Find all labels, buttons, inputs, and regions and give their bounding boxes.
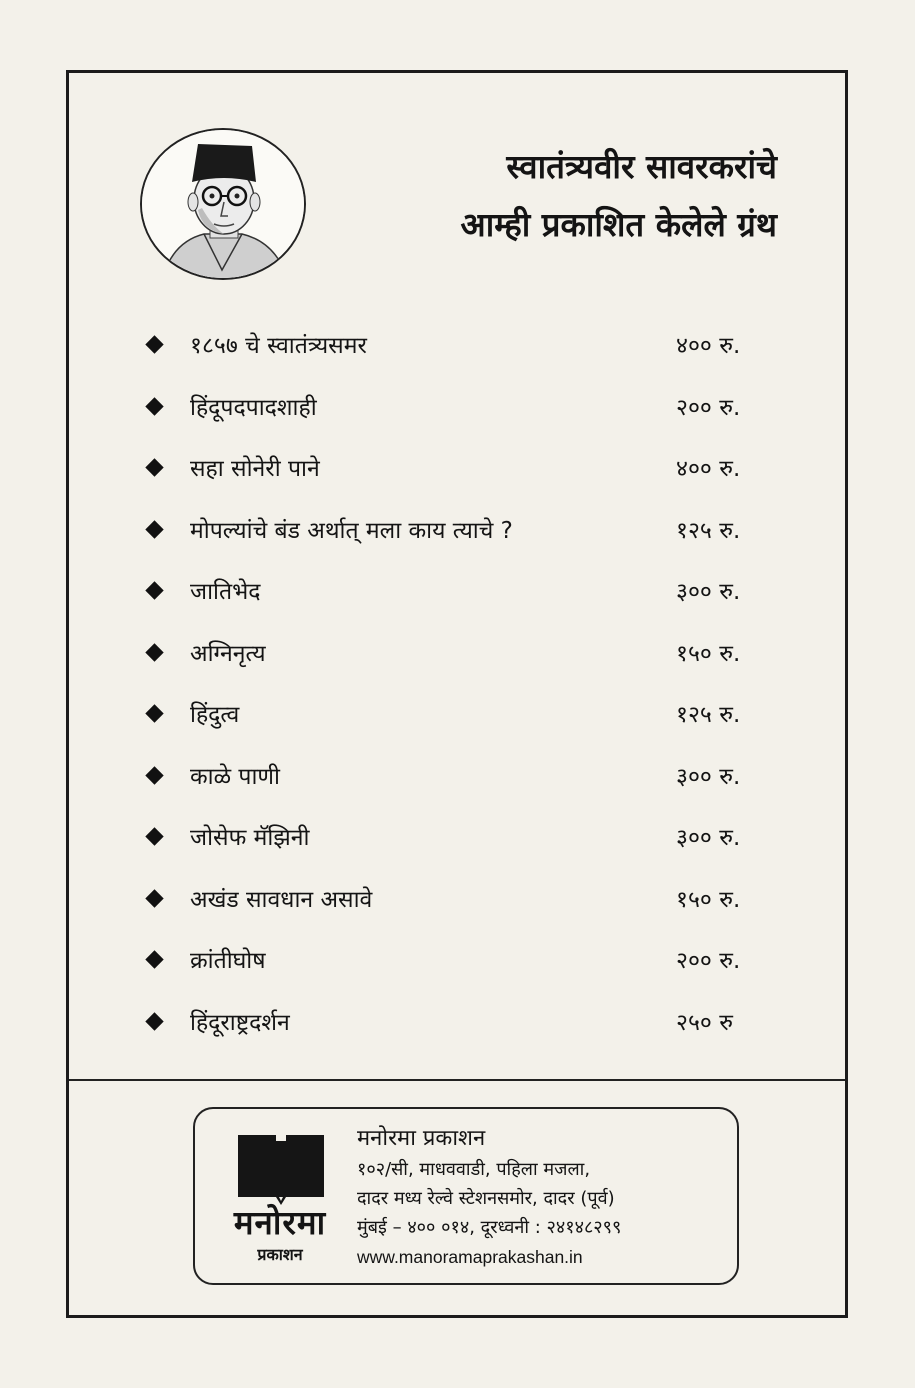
diamond-bullet-icon bbox=[145, 827, 163, 845]
book-title: अग्निनृत्य bbox=[190, 640, 266, 667]
list-item bbox=[140, 872, 780, 934]
book-price: १५० रु. bbox=[676, 886, 741, 913]
book-title: जातिभेद bbox=[190, 579, 261, 605]
publisher-details bbox=[357, 1123, 737, 1272]
list-item bbox=[140, 318, 780, 380]
book-title: सहा सोनेरी पाने bbox=[190, 456, 320, 482]
book-title: मोपल्यांचे बंड अर्थात् मला काय त्याचे ? bbox=[190, 517, 513, 544]
author-portrait bbox=[140, 128, 306, 280]
book-price: २०० रु. bbox=[676, 394, 741, 421]
list-item bbox=[140, 441, 780, 503]
book-price: १२५ रु. bbox=[676, 517, 741, 544]
book-title: १८५७ चे स्वातंत्र्यसमर bbox=[190, 333, 367, 359]
diamond-bullet-icon bbox=[145, 397, 163, 415]
heading-line-2: आम्ही प्रकाशित केलेले ग्रंथ bbox=[460, 205, 777, 244]
list-item bbox=[140, 749, 780, 811]
section-divider bbox=[69, 1079, 845, 1081]
heading-line-1: स्वातंत्र्यवीर सावरकरांचे bbox=[506, 147, 777, 186]
book-title: हिंदुत्व bbox=[190, 702, 240, 728]
logo-subtitle: प्रकाशन bbox=[257, 1245, 303, 1264]
publisher-website: www.manoramaprakashan.in bbox=[357, 1247, 583, 1267]
book-price: ४०० रु. bbox=[676, 456, 741, 482]
book-title: अखंड सावधान असावे bbox=[190, 886, 373, 913]
book-title: क्रांतीघोष bbox=[190, 948, 266, 974]
address-line-1: १०२/सी, माधववाडी, पहिला मजला, bbox=[357, 1159, 591, 1180]
list-item bbox=[140, 933, 780, 995]
book-price: ३०० रु. bbox=[676, 579, 741, 605]
logo-wordmark: मनोरमा bbox=[233, 1203, 327, 1242]
diamond-bullet-icon bbox=[145, 889, 163, 907]
diamond-bullet-icon bbox=[145, 1012, 163, 1030]
list-item bbox=[140, 380, 780, 442]
list-item bbox=[140, 564, 780, 626]
diamond-bullet-icon bbox=[145, 766, 163, 784]
publisher-info-box bbox=[193, 1107, 739, 1285]
list-item bbox=[140, 626, 780, 688]
list-item bbox=[140, 995, 780, 1057]
book-price: ३०० रु. bbox=[676, 825, 741, 851]
book-title: जोसेफ मॅझिनी bbox=[190, 825, 310, 851]
book-title: हिंदूपदपादशाही bbox=[190, 394, 317, 421]
address-line-3: मुंबई – ४०० ०१४, दूरध्वनी : २४१४८२९९ bbox=[357, 1217, 622, 1238]
book-price: ३०० रु. bbox=[676, 763, 741, 790]
book-price: ४०० रु. bbox=[676, 333, 741, 359]
list-item bbox=[140, 503, 780, 565]
diamond-bullet-icon bbox=[145, 704, 163, 722]
book-price: १५० रु. bbox=[676, 640, 741, 667]
book-price: २५० रु bbox=[676, 1009, 733, 1036]
diamond-bullet-icon bbox=[145, 335, 163, 353]
book-list bbox=[140, 318, 780, 1056]
list-item bbox=[140, 810, 780, 872]
address-line-2: दादर मध्य रेल्वे स्टेशनसमोर, दादर (पूर्व) bbox=[357, 1188, 615, 1209]
publisher-logo bbox=[210, 1123, 350, 1273]
publisher-name: मनोरमा प्रकाशन bbox=[357, 1126, 486, 1151]
book-title: हिंदूराष्ट्रदर्शन bbox=[190, 1009, 290, 1036]
page-heading bbox=[461, 138, 777, 254]
diamond-bullet-icon bbox=[145, 643, 163, 661]
book-title: काळे पाणी bbox=[190, 763, 281, 790]
diamond-bullet-icon bbox=[145, 458, 163, 476]
diamond-bullet-icon bbox=[145, 520, 163, 538]
book-price: १२५ रु. bbox=[676, 702, 741, 728]
open-book-icon bbox=[236, 1131, 326, 1205]
list-item bbox=[140, 687, 780, 749]
diamond-bullet-icon bbox=[145, 581, 163, 599]
diamond-bullet-icon bbox=[145, 950, 163, 968]
book-price: २०० रु. bbox=[676, 948, 741, 974]
